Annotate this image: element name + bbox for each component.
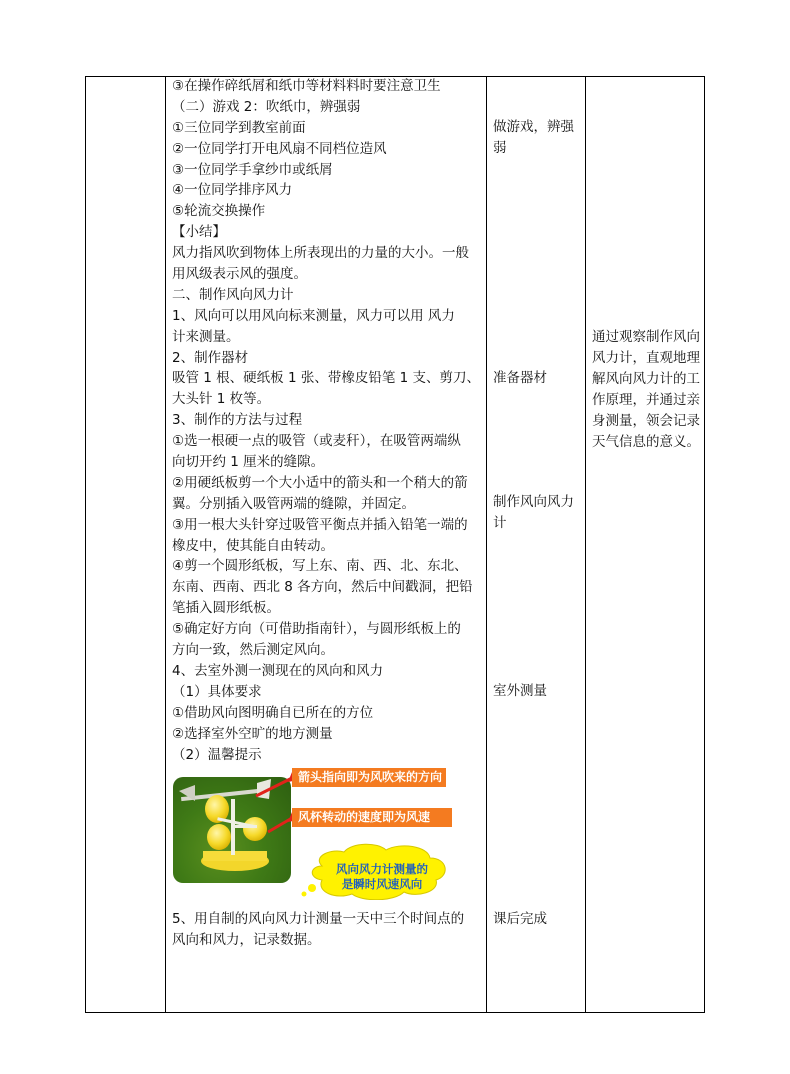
activity-line: 3、制作的方法与过程 xyxy=(172,412,303,429)
homework-line: 5、用自制的风向风力计测量一天中三个时间点的 xyxy=(172,911,465,927)
table-border-right xyxy=(704,76,705,1013)
table-border-left xyxy=(85,76,86,1013)
activity-line: ②一位同学打开电风扇不同档位造风 xyxy=(172,140,387,157)
cloud-note xyxy=(316,862,448,892)
section-heading: 二、制作风向风力计 xyxy=(172,286,294,303)
activity-line: 翼。分别插入吸管两端的缝隙，并固定。 xyxy=(172,495,415,512)
student-action-outdoor: 室外测量 xyxy=(493,683,547,699)
activity-line: ④剪一个圆形纸板，写上东、南、西、北、东北、 xyxy=(172,558,468,575)
homework-line: 风向和风力，记录数据。 xyxy=(172,932,321,948)
wind-speed-callout: 风杯转动的速度即为风速 xyxy=(292,808,452,827)
activity-line: ③一位同学手拿纱巾或纸屑 xyxy=(172,161,333,178)
activity-line: 大头针 1 枚等。 xyxy=(172,391,271,408)
student-action-after-class: 课后完成 xyxy=(493,911,547,927)
table-border-col4 xyxy=(585,76,586,1013)
activity-line: （二）游戏 2：吹纸巾，辨强弱 xyxy=(172,98,361,115)
cloud-note-line: 风向风力计测量的 xyxy=(336,862,428,876)
table-border-col3 xyxy=(486,76,487,1013)
activity-line: ⑤轮流交换操作 xyxy=(172,203,266,220)
activity-line: ①三位同学到教室前面 xyxy=(172,119,306,136)
activity-line: 风力指风吹到物体上所表现出的力量的大小。一般 xyxy=(172,245,469,262)
table-bottom-border xyxy=(85,1012,705,1013)
activity-line: （2）温馨提示 xyxy=(172,746,262,763)
activity-line: ⑤确定好方向（可借助指南针），与圆形纸板上的 xyxy=(172,621,461,638)
activity-line: ②用硬纸板剪一个大小适中的箭头和一个稍大的箭 xyxy=(172,474,468,491)
activity-line: ②选择室外空旷的地方测量 xyxy=(172,725,333,742)
activity-line: ③在操作碎纸屑和纸巾等材料料时要注意卫生 xyxy=(172,78,441,94)
activity-line: 4、去室外测一测现在的风向和风力 xyxy=(172,662,384,679)
activity-line: 方向一致，然后测定风向。 xyxy=(172,642,334,659)
student-action-make: 制作风向风力计 xyxy=(493,494,574,531)
activity-line: （1）具体要求 xyxy=(172,683,262,700)
activity-line: ④一位同学排序风力 xyxy=(172,182,293,199)
activity-line: ③用一根大头针穿过吸管平衡点并插入铅笔一端的 xyxy=(172,516,468,533)
anemometer-figure xyxy=(172,770,478,900)
activity-line: ①借助风向图明确自已所在的方位 xyxy=(172,704,374,721)
table-border-col2 xyxy=(165,76,166,1013)
activity-line: 东南、西南、西北 8 各方向，然后中间戳洞，把铅 xyxy=(172,579,473,596)
activity-line: 用风级表示风的强度。 xyxy=(172,266,307,283)
cloud-note-line: 是瞬时风速风向 xyxy=(341,877,423,891)
activity-line: 2、制作器材 xyxy=(172,349,249,366)
activity-line: 向切开约 1 厘米的缝隙。 xyxy=(172,454,325,471)
teaching-activities-column xyxy=(172,76,482,765)
activity-line: 1、风向可以用风向标来测量，风力可以用 风力 xyxy=(172,307,455,324)
summary-heading: 【小结】 xyxy=(172,224,226,241)
activity-line: 吸管 1 根、硬纸板 1 张、带橡皮铅笔 1 支、剪刀、 xyxy=(172,370,481,387)
design-intent-text: 通过观察制作风向风力计，直观地理解风向风力计的工作原理，并通过亲身测量，领会记录天气信息的意义。 xyxy=(592,329,700,450)
activity-line: 计来测量。 xyxy=(172,328,240,345)
activity-line: ①选一根硬一点的吸管（或麦秆），在吸管两端纵 xyxy=(172,433,461,450)
activity-line: 橡皮中，使其能自由转动。 xyxy=(172,537,334,554)
wind-direction-callout: 箭头指向即为风吹来的方向 xyxy=(292,768,446,787)
student-action-prepare: 准备器材 xyxy=(493,370,547,386)
student-action-game: 做游戏，辨强弱 xyxy=(493,119,574,156)
activity-line: 笔插入圆形纸板。 xyxy=(172,600,280,617)
